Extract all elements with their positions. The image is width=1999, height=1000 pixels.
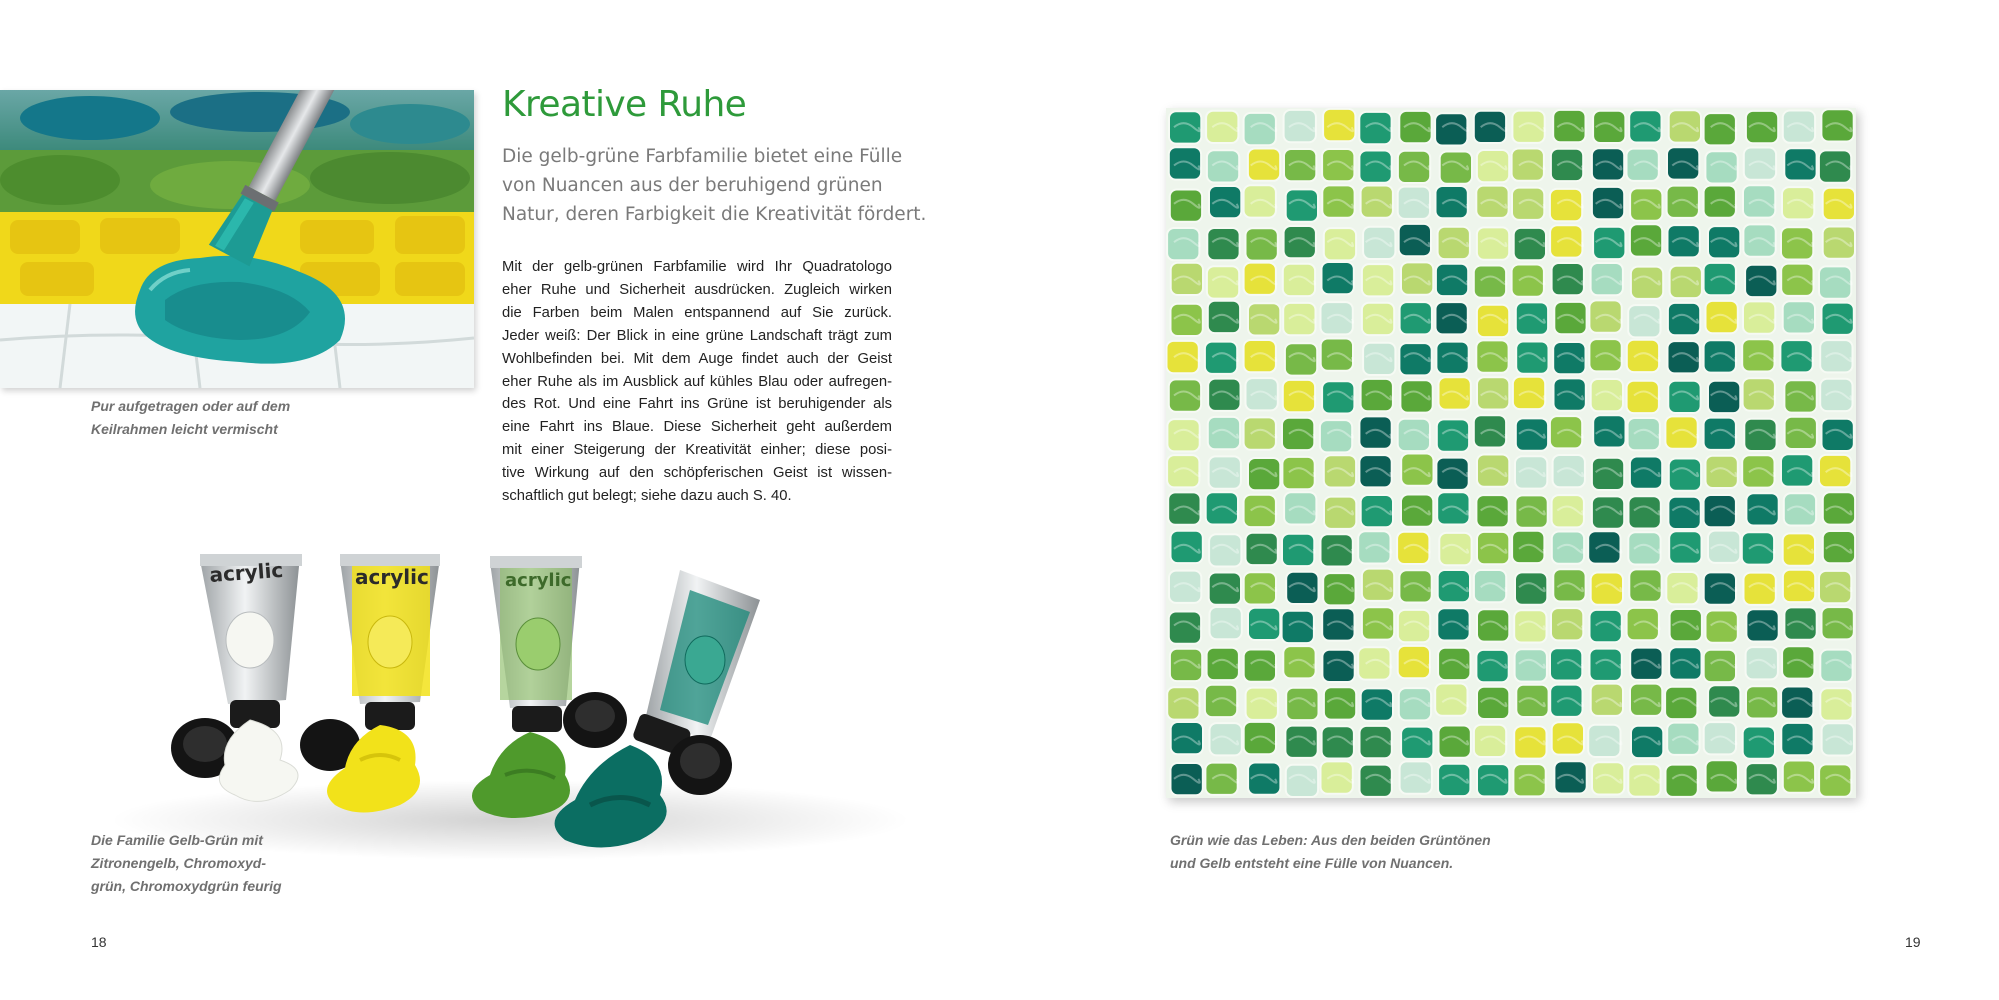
paint-tile — [1361, 495, 1393, 527]
paint-tile — [1358, 531, 1390, 563]
paint-tile — [1780, 340, 1812, 372]
paint-tile — [1743, 301, 1775, 333]
paint-tile — [1819, 571, 1851, 603]
paint-tile — [1589, 300, 1621, 332]
paint-tile — [1321, 761, 1353, 793]
paint-tile — [1627, 608, 1659, 640]
body-line: eine Fahrt ins Blaue. Diese Sicherheit geht außerdem — [502, 419, 892, 436]
body-line: des Rot. Und eine Fahrt ins Grüne ist beruhigender als — [502, 396, 892, 413]
paint-tile — [1550, 225, 1582, 257]
paint-tile — [1627, 340, 1659, 372]
paint-tile — [1477, 227, 1509, 259]
paint-tile — [1630, 684, 1662, 716]
paint-tile — [1437, 492, 1469, 524]
tube-label: acrylic — [208, 557, 284, 587]
caption-line: Grün wie das Leben: Aus den beiden Grüntönen — [1170, 832, 1491, 848]
paint-tile — [1205, 685, 1237, 717]
body-line: tive Wirkung auf den schöpferischen Geist ist wissen- — [502, 465, 892, 482]
paint-tile — [1283, 264, 1315, 296]
paint-tile — [1591, 263, 1623, 295]
paint-tile — [1435, 684, 1467, 716]
page-number-left: 18 — [91, 934, 107, 950]
paint-tile — [1474, 570, 1506, 602]
lemon-yellow-paint-tube — [300, 554, 440, 813]
green-mosaic-painting — [1166, 108, 1856, 798]
paint-tile — [1515, 649, 1547, 681]
paint-tile — [1704, 722, 1736, 754]
paint-tile — [1551, 149, 1583, 181]
paint-tile — [1435, 113, 1467, 145]
paint-tile — [1781, 723, 1813, 755]
paint-tile — [1170, 649, 1202, 681]
body-line: Wohlbefinden bei. Mit dem Auge findet auch der Geist — [502, 350, 892, 367]
paint-tile — [1169, 147, 1201, 179]
paint-tile — [1781, 454, 1813, 486]
page-heading: Kreative Ruhe — [502, 84, 747, 125]
paint-tile — [1706, 760, 1738, 792]
brush-photo-caption — [91, 395, 290, 441]
paint-tile — [1322, 149, 1354, 181]
paint-tile — [1286, 189, 1318, 221]
brush-painting-photo — [0, 90, 474, 388]
lead-line: Natur, deren Farbigkeit die Kreativität fördert. — [502, 204, 927, 225]
caption-line: Pur aufgetragen oder auf dem — [91, 398, 291, 414]
paint-tile — [1474, 415, 1506, 447]
paint-tile — [1820, 379, 1852, 411]
body-line: Mit der gelb-grünen Farbfamilie wird Ihr Quadratologo — [502, 259, 892, 275]
paint-tile — [1324, 228, 1356, 260]
paint-tile — [1284, 110, 1316, 142]
paint-tile — [1670, 609, 1702, 641]
paint-tile — [1169, 111, 1201, 143]
paint-tile — [1286, 765, 1318, 797]
paint-tile — [1631, 267, 1663, 299]
tube-label: acrylic — [505, 570, 572, 591]
body-paragraph — [502, 256, 892, 508]
paint-tile — [1593, 111, 1625, 143]
body-line: die Farben beim Malen entspannend auf Sie zurück. — [502, 304, 892, 321]
paint-tile — [1552, 532, 1584, 564]
paint-tile — [1476, 495, 1508, 527]
paint-tile — [1246, 378, 1278, 410]
paint-tile — [1515, 572, 1547, 604]
paint-tile — [1167, 455, 1199, 487]
paint-tile — [1359, 416, 1391, 448]
paint-tile — [1169, 379, 1201, 411]
paint-tile — [1436, 264, 1468, 296]
paint-tile — [1706, 456, 1738, 488]
paint-tile — [1706, 611, 1738, 643]
paint-tile — [1322, 262, 1354, 294]
paint-tile — [1819, 455, 1851, 487]
paint-tile — [1477, 305, 1509, 337]
paint-tile — [1820, 340, 1852, 372]
paint-tile — [1320, 420, 1352, 452]
paint-tile — [1436, 302, 1468, 334]
paint-tile — [1206, 111, 1238, 143]
paint-tile — [1398, 187, 1430, 219]
paint-tile — [1704, 263, 1736, 295]
paint-tile — [1706, 301, 1738, 333]
lead-paragraph — [502, 142, 927, 229]
paint-tile — [1283, 646, 1315, 678]
paint-tile — [1246, 533, 1278, 565]
paint-tile — [1438, 227, 1470, 259]
paint-tile — [1474, 111, 1506, 143]
paint-tile — [1397, 532, 1429, 564]
paint-tile — [1168, 492, 1200, 524]
paint-tile — [1783, 761, 1815, 793]
paint-tile — [1361, 186, 1393, 218]
paint-tile — [1285, 726, 1317, 758]
body-line: mit einer Steigerung der Kreativität einher; diese posi- — [502, 442, 892, 459]
paint-tile — [1476, 186, 1508, 218]
paint-tile — [1512, 531, 1544, 563]
paint-tile — [1704, 340, 1736, 372]
paint-tile — [1551, 608, 1583, 640]
caption-line: grün, Chromoxydgrün feurig — [91, 878, 282, 894]
paint-tile — [1399, 224, 1431, 256]
paint-tile — [1552, 495, 1584, 527]
paint-tile — [1209, 573, 1241, 605]
paint-tile — [1589, 339, 1621, 371]
body-line: Jeder weiß: Der Blick in eine grüne Landschaft trägt zum — [502, 327, 892, 344]
paint-tile — [1244, 263, 1276, 295]
paint-tile — [1398, 646, 1430, 678]
lead-line: von Nuancen aus der beruhigend grünen — [502, 175, 883, 196]
paint-tile — [1359, 455, 1391, 487]
paint-tile — [1630, 188, 1662, 220]
paint-tile — [1744, 148, 1776, 180]
tube-label: acrylic — [355, 565, 429, 589]
paint-tile — [1244, 722, 1276, 754]
paint-tile — [1783, 533, 1815, 565]
paint-tile — [1742, 339, 1774, 371]
paint-tile — [1552, 722, 1584, 754]
paint-tile — [1592, 496, 1624, 528]
caption-line: Zitronengelb, Chromoxyd- — [91, 855, 266, 871]
paint-tile — [1588, 531, 1620, 563]
paint-tile — [1742, 455, 1774, 487]
white-paint-tube — [171, 554, 302, 801]
paint-tile — [1592, 458, 1624, 490]
paint-tile — [1436, 342, 1468, 374]
paint-tile — [1284, 226, 1316, 258]
paint-tile — [1743, 224, 1775, 256]
tubes-photo-caption — [91, 829, 282, 898]
paint-tile — [1628, 532, 1660, 564]
paint-tile — [1667, 723, 1699, 755]
paint-tile — [1552, 263, 1584, 295]
paint-tile — [1207, 648, 1239, 680]
paint-tile — [1665, 416, 1697, 448]
paint-tile — [1207, 150, 1239, 182]
paint-tile — [1436, 186, 1468, 218]
paint-tile — [1439, 726, 1471, 758]
paint-tile — [1513, 377, 1545, 409]
paint-tile — [1781, 264, 1813, 296]
paint-tile — [1512, 111, 1544, 143]
caption-line: Die Familie Gelb-Grün mit — [91, 832, 263, 848]
paint-tile — [1822, 419, 1854, 451]
paint-tile — [1477, 377, 1509, 409]
paint-tile — [1322, 185, 1354, 217]
body-line: schaftlich gut belegt; siehe dazu auch S. 40. — [502, 488, 792, 505]
paint-tile — [1206, 492, 1238, 524]
lead-line: Die gelb-grüne Farbfamilie bietet eine Fülle — [502, 146, 903, 167]
paint-tile — [1512, 149, 1544, 181]
caption-line: Keilrahmen leicht vermischt — [91, 421, 278, 437]
paint-tile — [1821, 109, 1853, 141]
paint-tile — [1743, 378, 1775, 410]
paint-tile — [1321, 339, 1353, 371]
paint-tile — [1244, 340, 1276, 372]
paint-tile — [1667, 147, 1699, 179]
paint-tile — [1244, 185, 1276, 217]
body-line: eher Ruhe und Sicherheit ausdrücken. Zugleich wirken — [502, 281, 892, 298]
paint-tile — [1324, 497, 1356, 529]
paint-tile — [1362, 569, 1394, 601]
caption-line: und Gelb entsteht eine Fülle von Nuancen. — [1170, 855, 1454, 871]
paint-tile — [1323, 109, 1355, 141]
paint-tile — [1667, 186, 1699, 218]
painting-caption — [1170, 829, 1491, 875]
paint-tile — [1170, 190, 1202, 222]
paint-tile — [1208, 301, 1240, 333]
paint-tile — [1668, 381, 1700, 413]
paint-tile — [1477, 764, 1509, 796]
body-line: eher Ruhe als im Ausblick auf kühles Blau oder aufregen- — [502, 373, 892, 390]
paint-tile — [1550, 416, 1582, 448]
paint-tile — [1782, 646, 1814, 678]
paint-tile — [1514, 610, 1546, 642]
paint-tile — [1704, 186, 1736, 218]
paint-tile — [1743, 185, 1775, 217]
paint-tile — [1438, 764, 1470, 796]
paint-tile — [1629, 569, 1661, 601]
paint-tile — [1550, 685, 1582, 717]
paint-tile — [1284, 492, 1316, 524]
paint-tile — [1553, 342, 1585, 374]
paint-tile — [1744, 419, 1776, 451]
paint-tile — [1283, 303, 1315, 335]
paint-tile — [1591, 684, 1623, 716]
paint-tile — [1321, 302, 1353, 334]
page-number-right: 19 — [1905, 934, 1921, 950]
paint-tile — [1627, 149, 1659, 181]
paint-tile — [1822, 607, 1854, 639]
